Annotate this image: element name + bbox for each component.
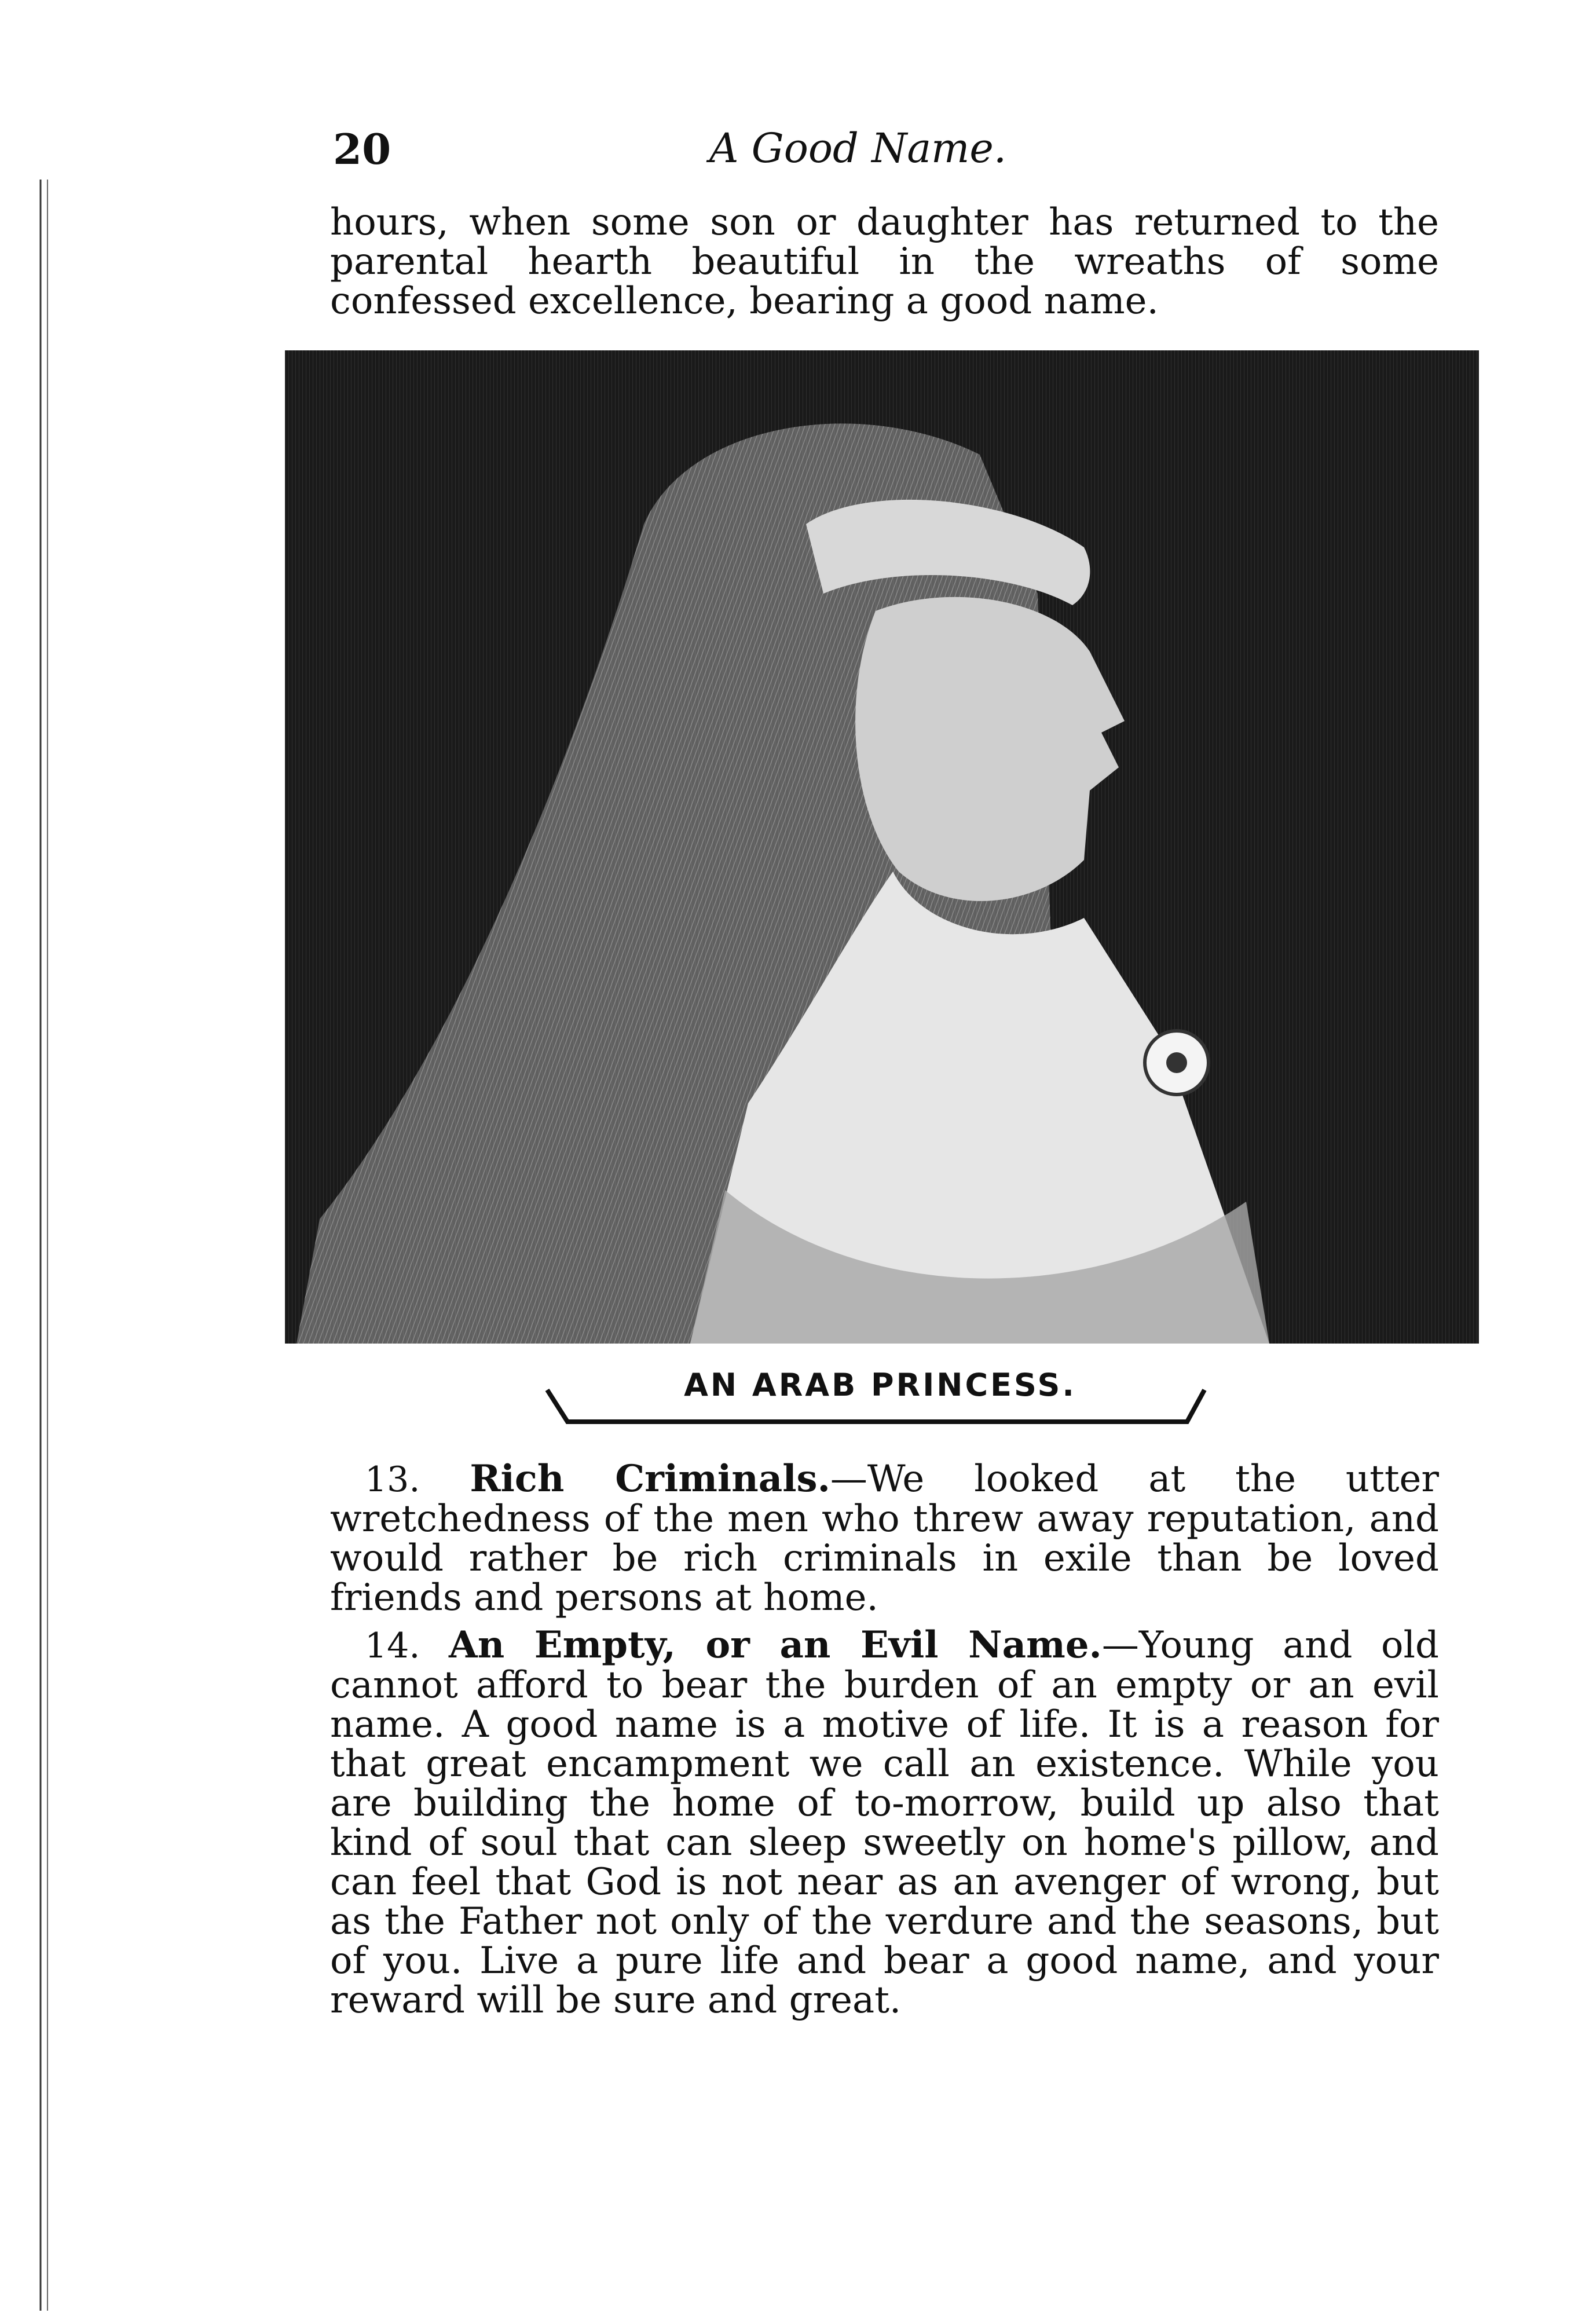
page-header — [333, 125, 1439, 188]
section-heading: An Empty, or an Evil Name. — [449, 1623, 1102, 1667]
section-number: 13. — [365, 1459, 420, 1500]
caption-bracket-line — [544, 1355, 1216, 1430]
body-sections — [330, 1459, 1439, 2020]
illustration-caption — [544, 1355, 1216, 1430]
intro-paragraph: hours, when some son or daughter has returned to the parental hearth beautiful in the wreaths of some confessed excellence, bearing a good name. — [330, 201, 1439, 323]
caption-text: AN ARAB PRINCESS. — [684, 1367, 1076, 1403]
section-number: 14. — [365, 1626, 420, 1666]
illustration-arab-princess — [285, 350, 1479, 1344]
binding-edge-line — [35, 180, 52, 2311]
princess-engraving — [285, 350, 1479, 1344]
section-13 — [330, 1459, 1439, 1617]
section-heading: Rich Criminals. — [470, 1457, 830, 1500]
running-head: A Good Name. — [709, 125, 1007, 172]
page-number: 20 — [333, 125, 391, 174]
section-body: —Young and old cannot afford to bear the burden of an empty or an evil name. A good name is a motive of life. It is a reason for that great encampment we call an existence. While you are building the home of to-morrow, build up also that kind of soul that can sleep sweetly on home's pillow, and can feel that God is not near as an avenger of wrong, but as the Father not only of the verdure and the seasons, but of you. Live a pure life and bear a good name, and your reward will be sure and great. — [330, 1624, 1440, 2022]
section-14 — [330, 1623, 1440, 2022]
section-body: —We looked at the utter wretchedness of the men who threw away reputation, and would rather be rich criminals in exile than be loved friends and persons at home. — [330, 1458, 1440, 1619]
